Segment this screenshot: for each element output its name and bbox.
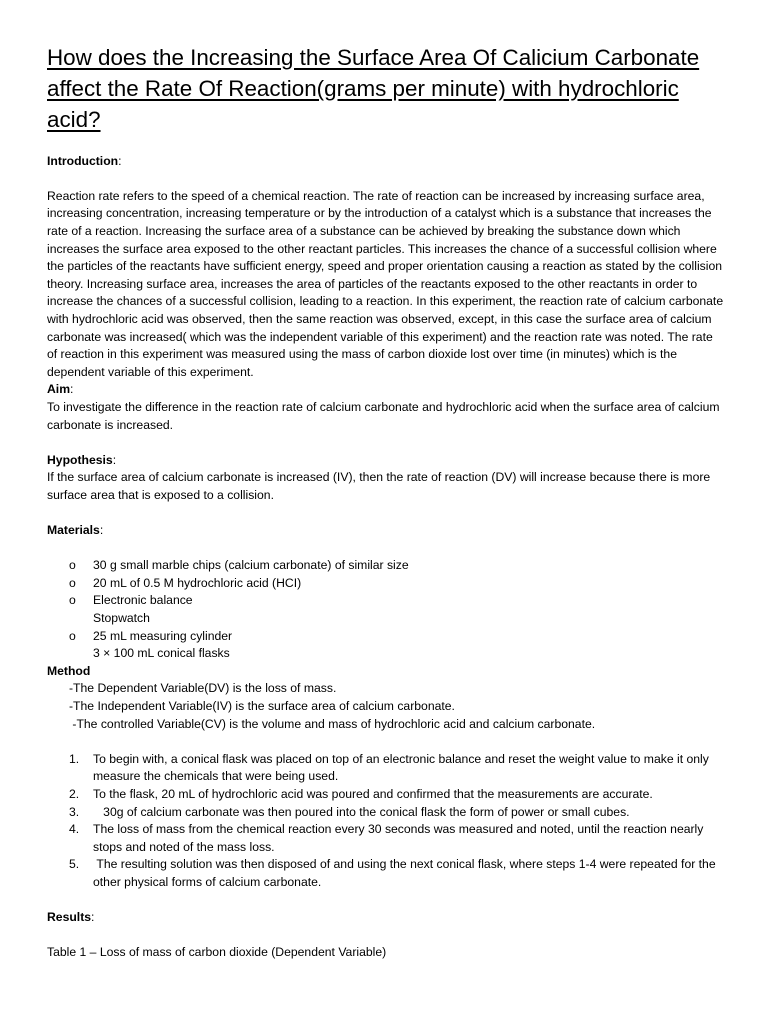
list-item — [47, 557, 725, 575]
bullet-marker: o — [69, 628, 76, 643]
list-item — [47, 786, 725, 804]
bullet-marker: o — [69, 575, 76, 590]
spacer — [47, 733, 725, 751]
aim-heading — [47, 381, 725, 399]
method-steps — [47, 751, 725, 892]
method-heading: Method — [47, 663, 91, 678]
step-text: The loss of mass from the chemical reaction every 30 seconds was measured and noted, until the reaction nearly stops and noted of the mass loss. — [93, 822, 704, 854]
hypothesis-heading-label: Hypothesis — [47, 452, 113, 467]
list-item — [47, 645, 725, 663]
step-number: 5. — [69, 857, 80, 872]
aim-heading-label: Aim — [47, 382, 71, 397]
list-item — [47, 804, 725, 822]
step-text: To the flask, 20 mL of hydrochloric acid was poured and confirmed that the measurements are accurate. — [93, 786, 653, 801]
document-title: How does the Increasing the Surface Area Of Calicium Carbonate affect the Rate Of Reaction(grams per minute) with hydrochloric acid? — [47, 45, 700, 132]
step-number: 4. — [69, 822, 80, 837]
hypothesis-text: If the surface area of calcium carbonate is increased (IV), then the rate of reaction (DV) will increase because there is more surface area that is exposed to a collision. — [47, 470, 711, 502]
bullet-marker: o — [69, 558, 76, 573]
step-number: 2. — [69, 786, 80, 801]
spacer — [47, 135, 725, 153]
material-text: 30 g small marble chips (calcium carbonate) of similar size — [93, 558, 409, 573]
hypothesis-heading — [47, 452, 725, 470]
materials-heading-label: Materials — [47, 523, 100, 538]
list-item — [47, 821, 725, 856]
spacer — [47, 170, 725, 188]
materials-list — [47, 557, 725, 663]
spacer — [47, 504, 725, 522]
material-text: Stopwatch — [93, 611, 150, 626]
method-variable-dv: -The Dependent Variable(DV) is the loss of mass. — [69, 681, 337, 696]
spacer — [47, 540, 725, 558]
step-text: The resulting solution was then disposed of and using the next conical flask, where steps 1-4 were repeated for the other physical forms of calcium carbonate. — [93, 857, 719, 889]
hypothesis-colon: : — [112, 452, 117, 467]
bullet-marker: o — [69, 593, 76, 608]
materials-colon: : — [99, 523, 104, 538]
list-item — [47, 751, 725, 786]
spacer — [47, 892, 725, 910]
method-variable-iv: -The Independent Variable(IV) is the surface area of calcium carbonate. — [69, 699, 455, 713]
materials-heading — [47, 522, 725, 540]
step-number: 1. — [69, 751, 80, 766]
list-item — [47, 856, 725, 891]
method-variable-cv: -The controlled Variable(CV) is the volume and mass of hydrochloric acid and calcium carbonate. — [69, 716, 596, 731]
spacer — [47, 927, 725, 945]
aim-text: To investigate the difference in the reaction rate of calcium carbonate and hydrochloric acid when the surface area of calcium carbonate is increased. — [47, 399, 720, 432]
introduction-heading — [47, 153, 725, 171]
results-heading — [47, 909, 725, 927]
spacer — [47, 434, 725, 452]
material-text: 20 mL of 0.5 M hydrochloric acid (HCI) — [93, 575, 302, 590]
step-number: 3. — [69, 804, 80, 819]
results-heading-label: Results — [47, 910, 92, 925]
introduction-text: Reaction rate refers to the speed of a chemical reaction. The rate of reaction can be increased by increasing surface area, increasing concentration, increasing temperature or by the introduction of a catalyst which is a substance that increases the rate of a reaction. Increasing the surface area of a substance can be achieved by breaking the substance down which increases the surface area exposed to the other reactant particles. This increases the chance of a successful collision where the particles of the reactants have sufficient energy, speed and proper orientation causing a reaction as stated by the collision theory. Increasing surface area, increases the area of particles of the reactants exposed to the other reactants in order to increase the chances of a successful collision, leading to a reaction. In this experiment, the reaction rate of calcium carbonate with hydrochloric acid was observed, then the same reaction was observed, except, in this case the surface area of calcium carbonate was increased( which was the independent variable of this experiment) and the reaction rate was noted. The rate of reaction in this experiment was measured using the mass of carbon dioxide lost over time (in minutes) which is the dependent variable of this experiment. — [47, 188, 724, 379]
list-item — [47, 628, 725, 646]
list-item — [47, 575, 725, 593]
material-text: Electronic balance — [93, 593, 193, 608]
list-item — [47, 610, 725, 628]
table-caption: Table 1 – Loss of mass of carbon dioxide (Dependent Variable) — [47, 945, 387, 960]
introduction-colon: : — [118, 153, 122, 168]
material-text: 25 mL measuring cylinder — [93, 628, 233, 643]
results-colon: : — [91, 910, 95, 925]
step-text: To begin with, a conical flask was placed on top of an electronic balance and reset the weight value to make it only measure the chemicals that were being used. — [93, 751, 709, 784]
list-item — [47, 592, 725, 610]
document-body — [47, 153, 725, 962]
document-page — [47, 42, 725, 962]
introduction-heading-label: Introduction — [47, 153, 119, 168]
step-text: 30g of calcium carbonate was then poured into the conical flask the form of power or small cubes. — [93, 804, 630, 819]
aim-colon: : — [70, 382, 74, 397]
material-text: 3 × 100 mL conical flasks — [93, 646, 230, 661]
